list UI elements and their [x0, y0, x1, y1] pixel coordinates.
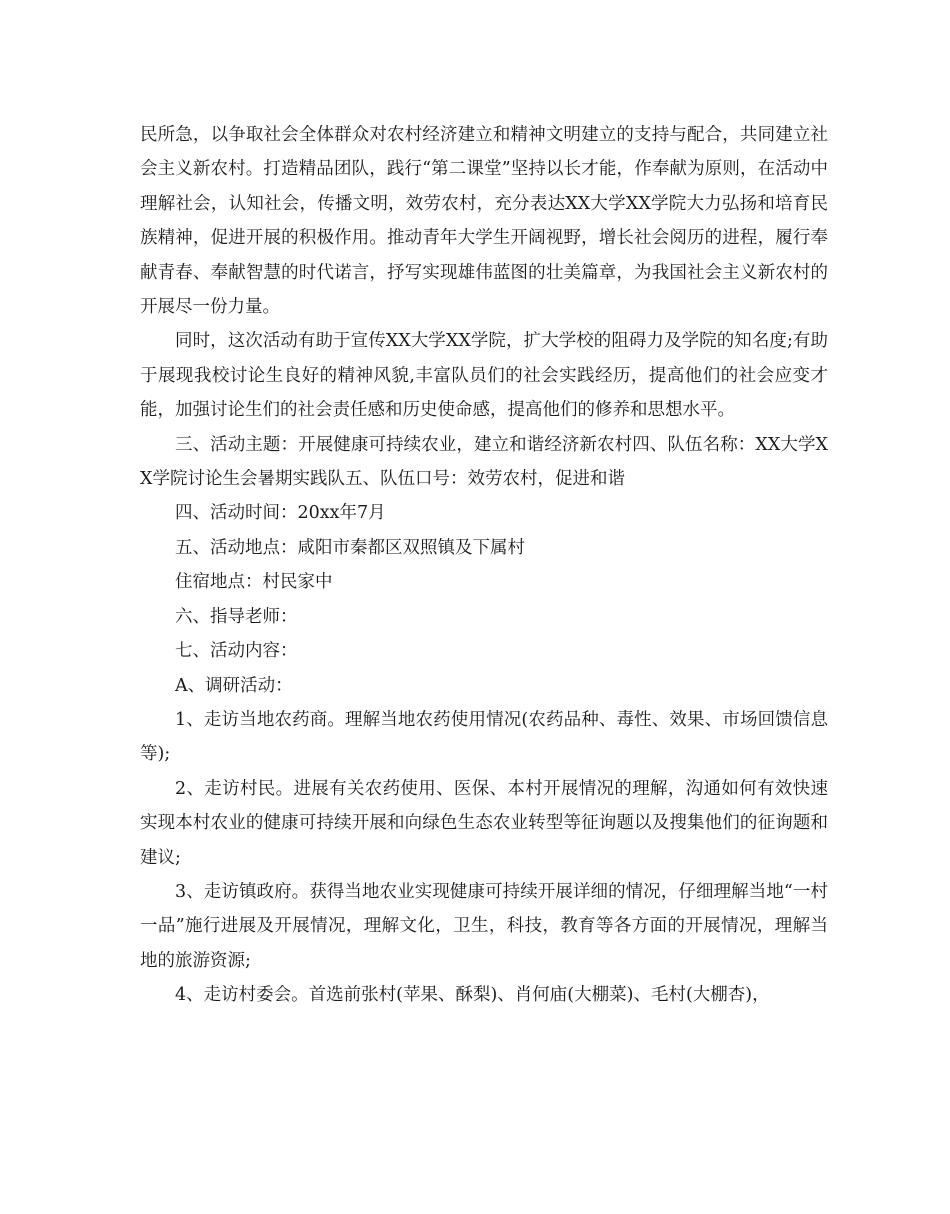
- paragraph-5: 五、活动地点：咸阳市秦都区双照镇及下属村: [175, 537, 525, 558]
- paragraph-1: 民所急，以争取社会全体群众对农村经济建立和精神文明建立的支持与配合，共同建立社会主义新农村。打造精品团队，践行“第二课堂”坚持以长才能，作奉献为原则，在活动中理解社会，认知社会，传播文明，效劳农村，充分表达XX大学XX学院大力弘扬和培育民族精神，促进开展的积极作用。推动青年大学生开阔视野，增长社会阅历的进程，履行奉献青春、奉献智慧的时代诺言，抒写实现雄伟蓝图的壮美篇章，为我国社会主义新农村的开展尽一份力量。: [140, 125, 828, 318]
- document-body: [140, 118, 828, 1013]
- paragraph-13: 4、走访村委会。首选前张村(苹果、酥梨)、肖何庙(大棚菜)、毛村(大棚杏)，: [175, 985, 770, 1006]
- paragraph-6: 住宿地点：村民家中: [175, 572, 333, 593]
- paragraph-10: 1、走访当地农药商。理解当地农药使用情况(农药品种、毒性、效果、市场回馈信息等);: [140, 709, 828, 765]
- paragraph-12: 3、走访镇政府。获得当地农业实现健康可持续开展详细的情况，仔细理解当地“一村一品”施行进展及开展情况，理解文化，卫生，科技，教育等各方面的开展情况，理解当地的旅游资源;: [140, 881, 828, 971]
- paragraph-3: 三、活动主题：开展健康可持续农业，建立和谐经济新农村四、队伍名称：XX大学XX学院讨论生会暑期实践队五、队伍口号：效劳农村，促进和谐: [140, 434, 828, 490]
- paragraph-7: 六、指导老师：: [175, 606, 298, 627]
- paragraph-8: 七、活动内容：: [175, 641, 298, 662]
- paragraph-11: 2、走访村民。进展有关农药使用、医保、本村开展情况的理解，沟通如何有效快速实现本村农业的健康可持续开展和向绿色生态农业转型等征询题以及搜集他们的征询题和建议;: [140, 778, 828, 868]
- paragraph-9: A、调研活动：: [175, 675, 293, 696]
- paragraph-4: 四、活动时间：20xx年7月: [175, 503, 386, 524]
- paragraph-2: 同时，这次活动有助于宣传XX大学XX学院，扩大学校的阻碍力及学院的知名度;有助于展现我校讨论生良好的精神风貌,丰富队员们的社会实践经历，提高他们的社会应变才能，加强讨论生们的社会责任感和历史使命感，提高他们的修养和思想水平。: [140, 331, 828, 421]
